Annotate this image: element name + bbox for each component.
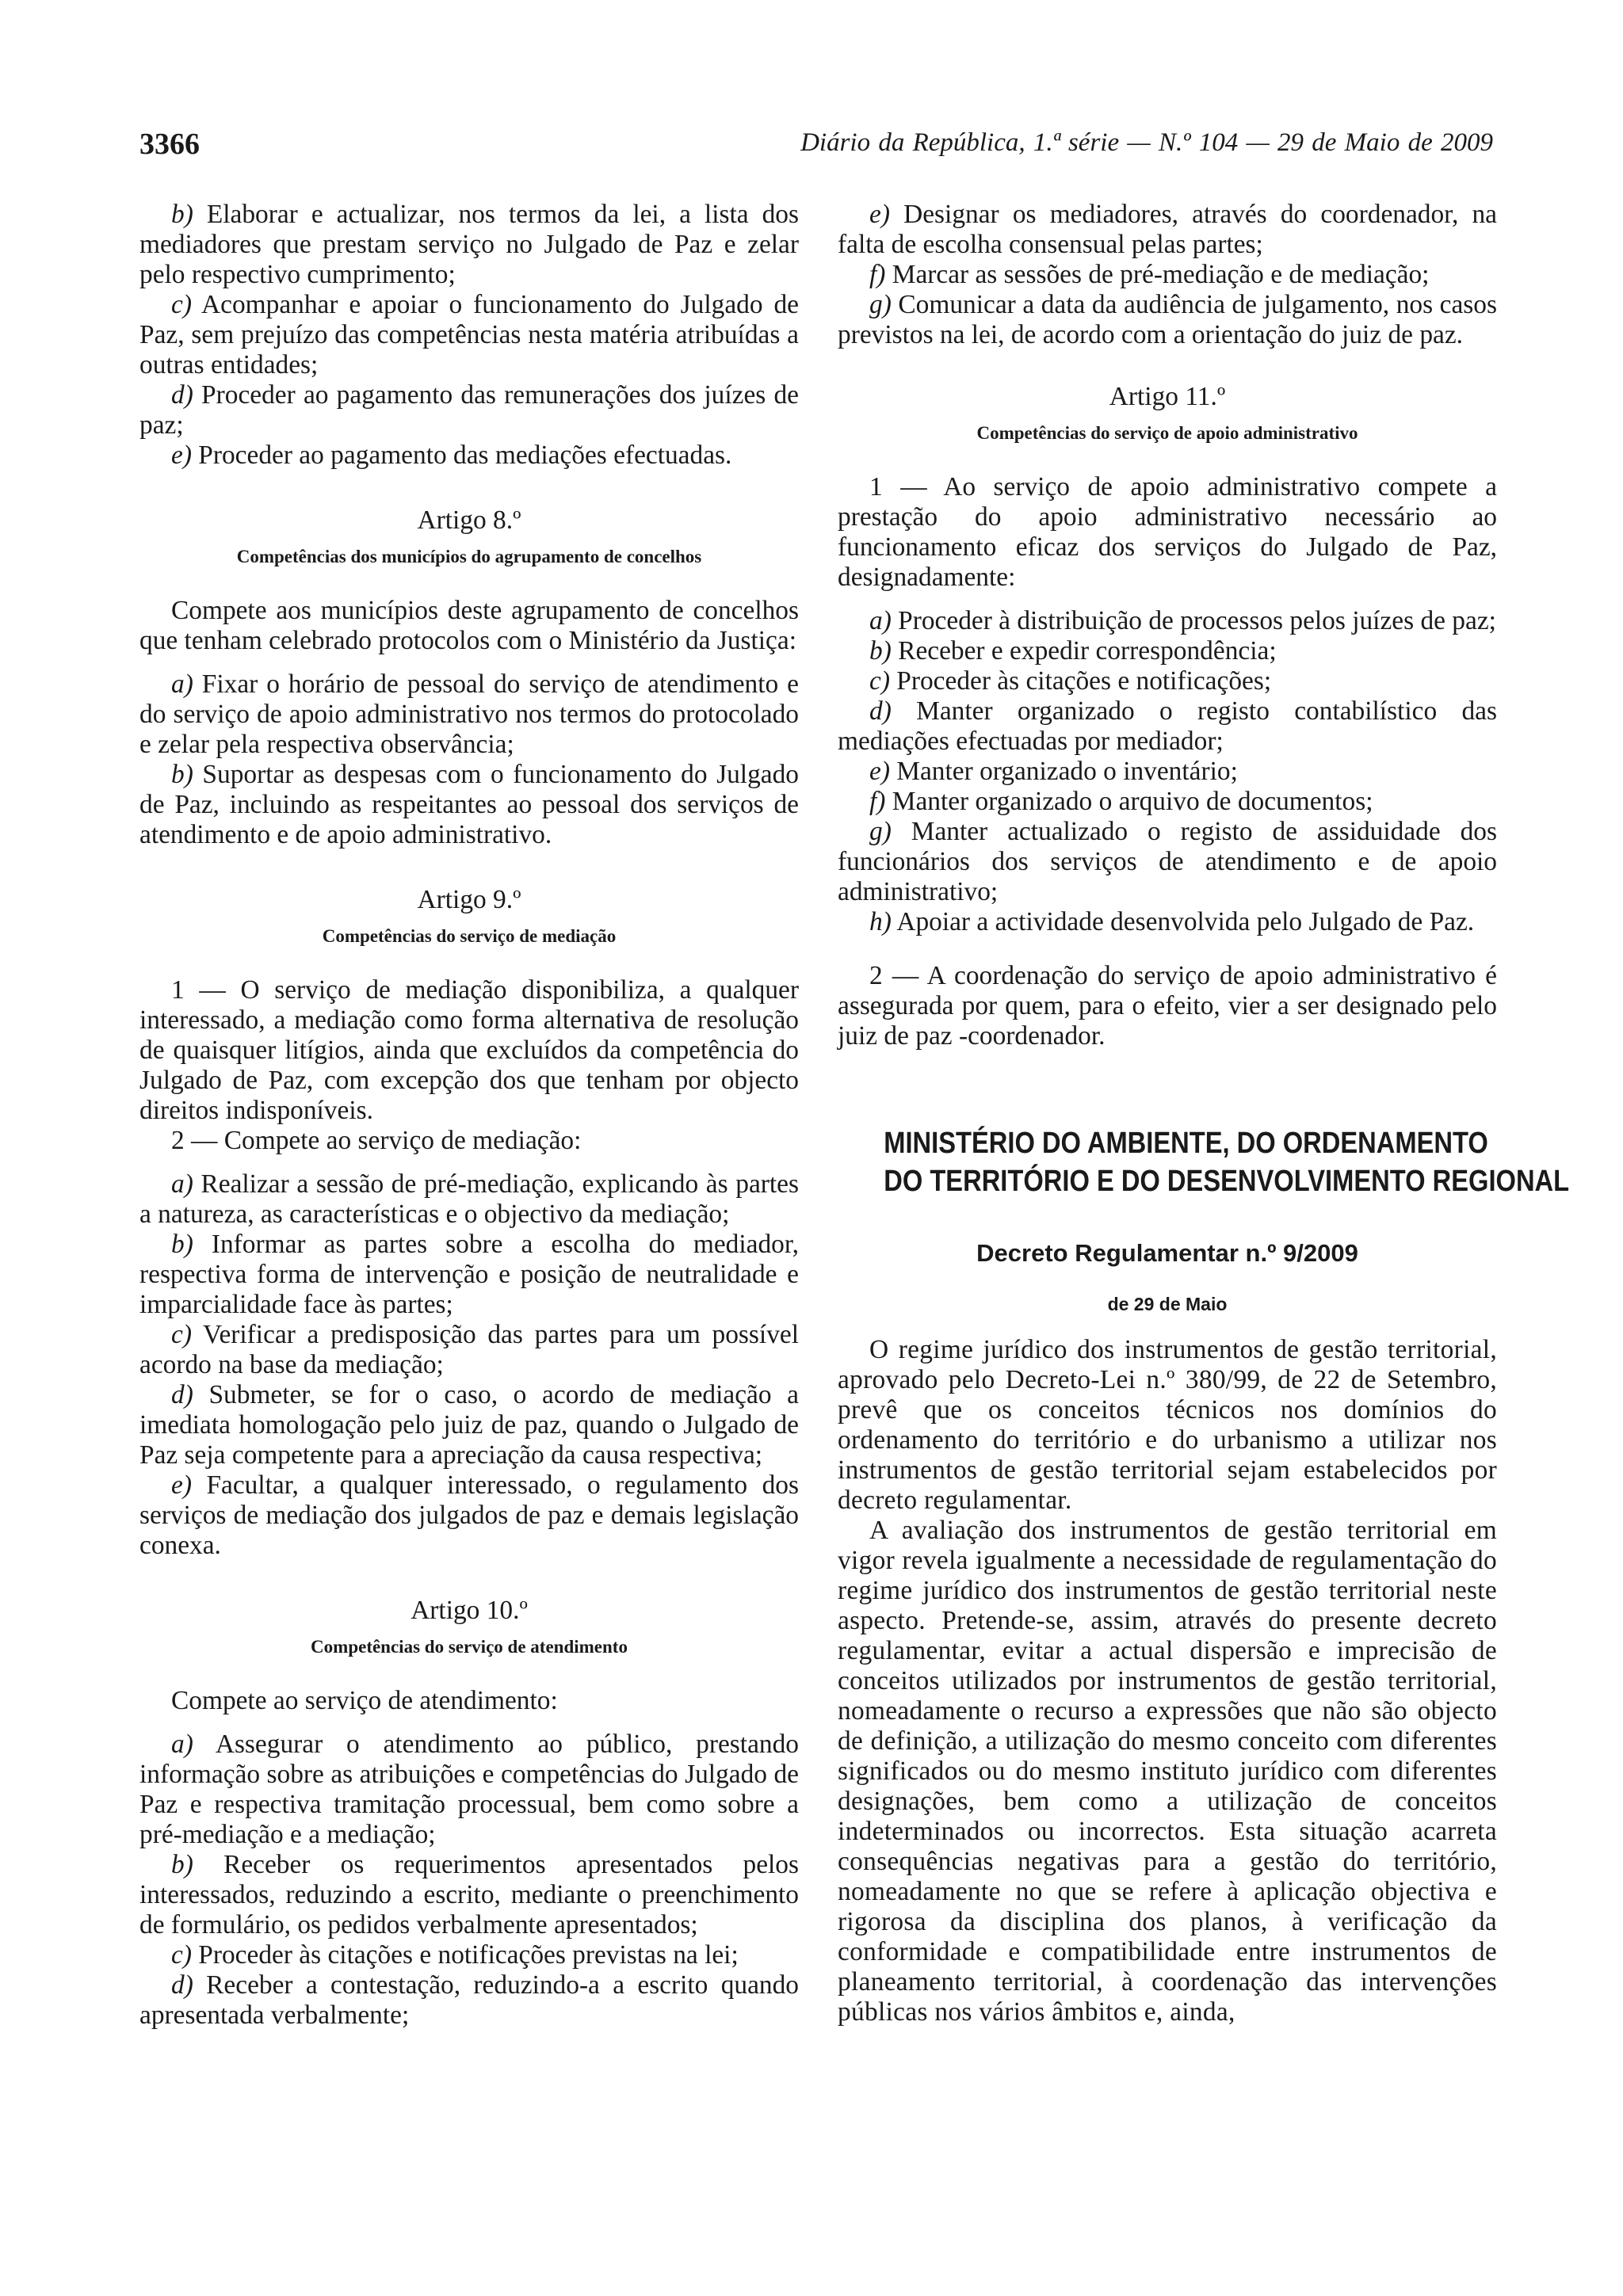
list-item: d) Submeter, se for o caso, o acordo de mediação a imediata homologação pelo juiz de paz, quando o Julgado de Paz seja competente para a apreciação da causa respectiva;: [139, 1380, 799, 1470]
article-title: Artigo 10.º: [411, 1596, 528, 1625]
list-item: g) Manter actualizado o registo de assiduidade dos funcionários dos serviços de atendimento e de apoio administrativo;: [838, 817, 1497, 906]
decree-date: de 29 de Maio: [1107, 1294, 1228, 1314]
paragraph: O regime jurídico dos instrumentos de gestão territorial, aprovado pelo Decreto-Lei n.º 380/99, de 22 de Setembro, prevê que os conceitos técnicos nos domínios do ordenamento do território e do urbanismo a utilizar nos instrumentos de gestão territorial sejam estabelecidos por decreto regulamentar.: [838, 1335, 1497, 1515]
list-item: c) Acompanhar e apoiar o funcionamento do Julgado de Paz, sem prejuízo das competências nesta matéria atribuídas a outras entidades;: [139, 290, 799, 379]
list-item: a) Assegurar o atendimento ao público, prestando informação sobre as atribuições e competências do Julgado de Paz e respectiva tramitação processual, bem como sobre a pré-mediação e a mediação;: [139, 1730, 799, 1849]
list-item: c) Proceder às citações e notificações previstas na lei;: [171, 1940, 739, 1970]
article-title: Artigo 11.º: [1109, 382, 1226, 411]
list-item: b) Receber os requerimentos apresentados pelos interessados, reduzindo a escrito, mediante o preenchimento de formulário, os pedidos verbalmente apresentados;: [139, 1850, 799, 1939]
article-subtitle: Competências do serviço de atendimento: [311, 1637, 628, 1657]
page-header: [139, 127, 1493, 174]
list-item: d) Receber a contestação, reduzindo-a a escrito quando apresentada verbalmente;: [139, 1970, 799, 2030]
running-title: Diário da República, 1.ª série — N.º 104 — 29 de Maio de 2009: [800, 128, 1493, 157]
list-item: e) Designar os mediadores, através do coordenador, na falta de escolha consensual pelas partes;: [838, 200, 1497, 259]
list-item: e) Facultar, a qualquer interessado, o regulamento dos serviços de mediação dos julgados de paz e demais legislação conexa.: [139, 1470, 799, 1560]
list-item: b) Elaborar e actualizar, nos termos da lei, a lista dos mediadores que prestam serviço no Julgado de Paz e zelar pelo respectivo cumprimento;: [139, 200, 799, 289]
list-item: f) Marcar as sessões de pré-mediação e de mediação;: [869, 260, 1430, 289]
decree-title: Decreto Regulamentar n.º 9/2009: [976, 1239, 1358, 1267]
paragraph: 2 — A coordenação do serviço de apoio administrativo é assegurada por quem, para o efeito, vier a ser designado pelo juiz de paz -coordenador.: [838, 961, 1497, 1051]
article-subtitle: Competências do serviço de apoio administrativo: [976, 423, 1358, 443]
paragraph: 1 — O serviço de mediação disponibiliza, a qualquer interessado, a mediação como forma alternativa de resolução de quaisquer litígios, ainda que excluídos da competência do Julgado de Paz, com excepção dos que tenham por objecto direitos indisponíveis.: [139, 975, 799, 1125]
list-item: b) Suportar as despesas com o funcionamento do Julgado de Paz, incluindo as respeitantes ao pessoal dos serviços de atendimento e de apoio administrativo.: [139, 760, 799, 849]
paragraph: A avaliação dos instrumentos de gestão territorial em vigor revela igualmente a necessidade de regulamentação do regime jurídico dos instrumentos de gestão territorial neste aspecto. Pretende-se, assim, através do presente decreto regulamentar, evitar a actual dispersão e imprecisão de conceitos utilizados por instrumentos de gestão territorial, nomeadamente o recurso a expressões que não são objecto de definição, a utilização do mesmo conceito com diferentes significados ou do mesmo instituto jurídico com diferentes designações, bem como a utilização de conceitos indeterminados ou incorrectos. Esta situação acarreta consequências negativas para a gestão do território, nomeadamente no que se refere à aplicação objectiva e rigorosa da disciplina dos planos, à verificação da conformidade e compatibilidade entre instrumentos de planeamento territorial, à coordenação das intervenções públicas nos vários âmbitos e, ainda,: [838, 1516, 1497, 2027]
decree-preamble: [838, 1335, 1497, 2027]
list-item: e) Manter organizado o inventário;: [869, 757, 1238, 786]
ministry-heading: [884, 1124, 1570, 1200]
list-item: b) Informar as partes sobre a escolha do mediador, respectiva forma de intervenção e posição de neutralidade e imparcialidade face às partes;: [139, 1230, 799, 1319]
left-column: [139, 200, 799, 2031]
list-item: a) Fixar o horário de pessoal do serviço de atendimento e do serviço de apoio administrativo nos termos do protocolado e zelar pela respectiva observância;: [139, 669, 799, 759]
article-intro: Compete ao serviço de atendimento:: [171, 1686, 558, 1715]
list-item: d) Manter organizado o registo contabilístico das mediações efectuadas por mediador;: [838, 696, 1497, 756]
list-item: f) Manter organizado o arquivo de documentos;: [869, 787, 1373, 816]
article-subtitle: Competências do serviço de mediação: [322, 926, 617, 946]
list-item: c) Proceder às citações e notificações;: [869, 666, 1272, 696]
list-item: h) Apoiar a actividade desenvolvida pelo Julgado de Paz.: [869, 907, 1475, 936]
list-item: d) Proceder ao pagamento das remunerações dos juízes de paz;: [139, 380, 799, 440]
right-column: [838, 200, 1570, 2027]
paragraph: 2 — Compete ao serviço de mediação:: [171, 1126, 582, 1155]
ministry-line: DO TERRITÓRIO E DO DESENVOLVIMENTO REGIONAL: [884, 1165, 1570, 1198]
list-item: c) Verificar a predisposição das partes para um possível acordo na base da mediação;: [139, 1320, 799, 1379]
list-item: a) Realizar a sessão de pré-mediação, explicando às partes a natureza, as características e o objectivo da mediação;: [139, 1169, 799, 1229]
article-subtitle: Competências dos municípios do agrupamento de concelhos: [236, 547, 702, 566]
list-item: g) Comunicar a data da audiência de julgamento, nos casos previstos na lei, de acordo com a orientação do juiz de paz.: [838, 290, 1497, 349]
article-title: Artigo 8.º: [417, 505, 521, 535]
ministry-line: MINISTÉRIO DO AMBIENTE, DO ORDENAMENTO: [884, 1127, 1488, 1160]
paragraph: 1 — Ao serviço de apoio administrativo compete a prestação do apoio administrativo necessário ao funcionamento eficaz dos serviços do Julgado de Paz, designadamente:: [838, 472, 1497, 592]
list-item: a) Proceder à distribuição de processos pelos juízes de paz;: [869, 606, 1496, 635]
page-number: 3366: [139, 128, 200, 161]
list-item: e) Proceder ao pagamento das mediações efectuadas.: [171, 441, 732, 470]
list-item: b) Receber e expedir correspondência;: [869, 636, 1277, 666]
article-title: Artigo 9.º: [417, 885, 521, 914]
article-intro: Compete aos municípios deste agrupamento de concelhos que tenham celebrado protocolos com o Ministério da Justiça:: [139, 596, 799, 655]
